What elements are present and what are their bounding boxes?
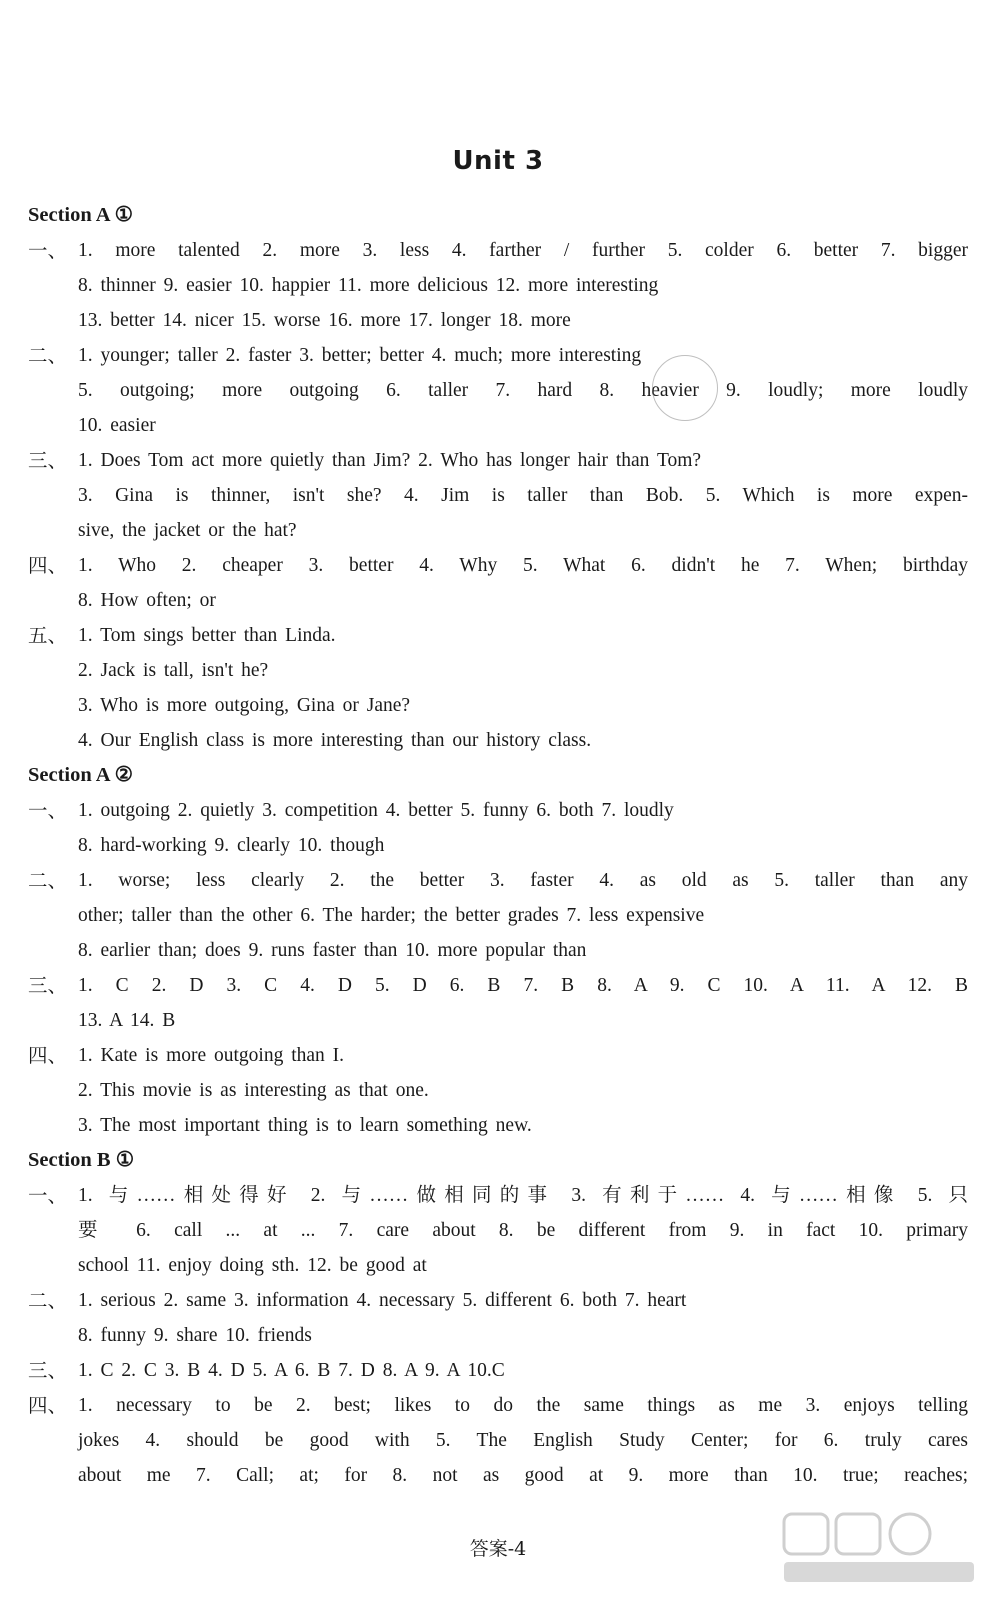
answer-line: 10. easier (78, 415, 156, 436)
answer-line: other; taller than the other 6. The harder; the better grades 7. less expensive (78, 905, 705, 926)
section-title: Section B ① (28, 1149, 135, 1171)
answer-line: jokes 4. should be good with 5. The English Study Center; for 6. truly cares (78, 1430, 968, 1451)
answer-line: 3. Who is more outgoing, Gina or Jane? (78, 695, 411, 716)
question-number: 一、 (28, 239, 68, 262)
answer-line: 8. How often; or (78, 590, 216, 611)
page-footer: 答案-4 (469, 1538, 527, 1560)
question-number: 四、 (28, 1394, 68, 1417)
answer-line: 1. younger; taller 2. faster 3. better; better 4. much; more interesting (78, 345, 642, 366)
question-number: 二、 (28, 1289, 68, 1312)
question-number: 五、 (28, 624, 68, 647)
question-number: 四、 (28, 1044, 68, 1067)
answer-line: 1. Who 2. cheaper 3. better 4. Why 5. What 6. didn't he 7. When; birthday (78, 555, 968, 576)
question-group (28, 1178, 968, 1283)
answer-line: 13. better 14. nicer 15. worse 16. more 17. longer 18. more (78, 310, 571, 331)
question-number: 三、 (28, 449, 68, 472)
question-group (28, 443, 968, 548)
question-group (28, 1283, 968, 1353)
answer-line: sive, the jacket or the hat? (78, 520, 297, 541)
answer-line: about me 7. Call; at; for 8. not as good at 9. more than 10. true; reaches; (78, 1465, 968, 1486)
stamp-seal-icon (652, 355, 718, 421)
section-title: Section A ① (28, 204, 133, 226)
answer-line: 8. earlier than; does 9. runs faster than 10. more popular than (78, 940, 587, 961)
page-title: Unit 3 (452, 146, 544, 176)
answer-line: 1. Does Tom act more quietly than Jim? 2. Who has longer hair than Tom? (78, 450, 702, 471)
answer-content (28, 198, 968, 1493)
answer-line: 3. The most important thing is to learn something new. (78, 1115, 532, 1136)
question-group (28, 618, 968, 758)
question-number: 三、 (28, 974, 68, 997)
question-number: 三、 (28, 1359, 68, 1382)
question-number: 二、 (28, 869, 68, 892)
answer-line: 8. funny 9. share 10. friends (78, 1325, 312, 1346)
answer-line: 1. worse; less clearly 2. the better 3. faster 4. as old as 5. taller than any (78, 870, 968, 891)
answer-line: 1. necessary to be 2. best; likes to do the same things as me 3. enjoys telling (78, 1395, 968, 1416)
answer-line: 1. Kate is more outgoing than I. (78, 1045, 345, 1066)
question-group (28, 548, 968, 618)
answer-line: 13. A 14. B (78, 1010, 176, 1031)
question-group (28, 1388, 968, 1493)
answer-line: 8. hard-working 9. clearly 10. though (78, 835, 385, 856)
answer-line: 1. C 2. C 3. B 4. D 5. A 6. B 7. D 8. A 9. A 10.C (78, 1360, 505, 1381)
question-group (28, 793, 968, 863)
question-number: 一、 (28, 1184, 68, 1207)
question-number: 二、 (28, 344, 68, 367)
answer-line: 1. outgoing 2. quietly 3. competition 4. better 5. funny 6. both 7. loudly (78, 800, 674, 821)
question-group (28, 338, 968, 443)
question-number: 一、 (28, 799, 68, 822)
answer-line: 1. Tom sings better than Linda. (78, 625, 336, 646)
question-group (28, 968, 968, 1038)
question-group (28, 233, 968, 338)
section-title: Section A ② (28, 764, 133, 786)
question-group (28, 1038, 968, 1143)
answer-line: 1. serious 2. same 3. information 4. necessary 5. different 6. both 7. heart (78, 1290, 687, 1311)
answer-line: 2. This movie is as interesting as that one. (78, 1080, 429, 1101)
answer-line: 1. more talented 2. more 3. less 4. farther / further 5. colder 6. better 7. bigger (78, 240, 968, 261)
question-group (28, 1353, 968, 1388)
answer-line: 要 6. call ... at ... 7. care about 8. be different from 9. in fact 10. primary (78, 1220, 968, 1241)
answer-line: school 11. enjoy doing sth. 12. be good at (78, 1255, 427, 1276)
answer-line: 1. 与……相处得好 2. 与……做相同的事 3. 有利于…… 4. 与……相像 5. 只 (78, 1185, 968, 1206)
question-group (28, 863, 968, 968)
answer-line: 4. Our English class is more interesting than our history class. (78, 730, 592, 751)
answer-line: 3. Gina is thinner, isn't she? 4. Jim is taller than Bob. 5. Which is more expen- (78, 485, 968, 506)
answer-line: 5. outgoing; more outgoing 6. taller 7. hard 8. heavier 9. loudly; more loudly (78, 380, 968, 401)
question-number: 四、 (28, 554, 68, 577)
answer-line: 2. Jack is tall, isn't he? (78, 660, 269, 681)
answer-line: 1. C 2. D 3. C 4. D 5. D 6. B 7. B 8. A 9. C 10. A 11. A 12. B (78, 975, 968, 996)
answer-line: 8. thinner 9. easier 10. happier 11. more delicious 12. more interesting (78, 275, 659, 296)
